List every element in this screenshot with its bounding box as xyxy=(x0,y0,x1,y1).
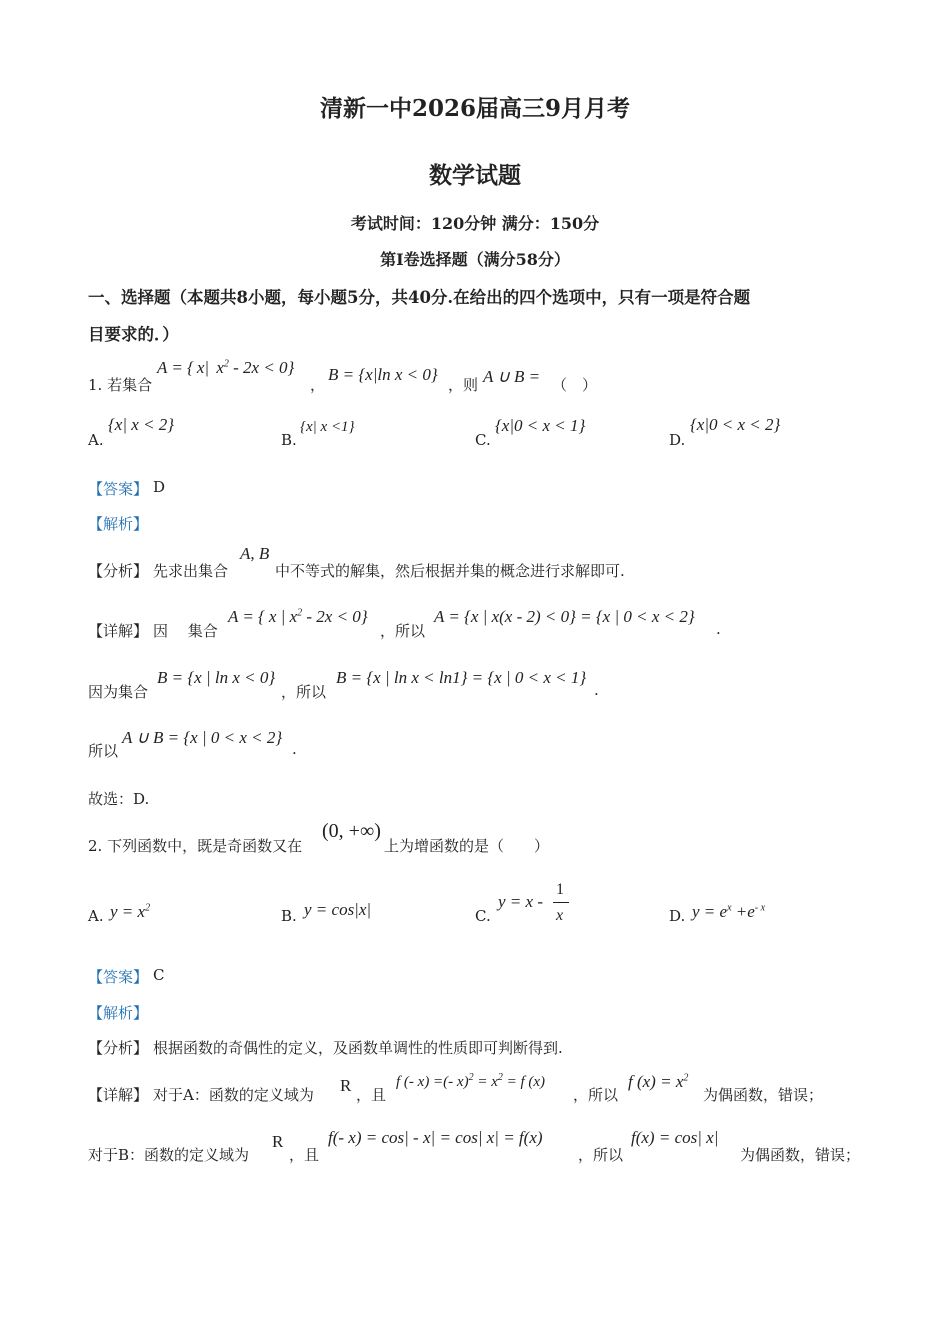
q1-fenxi-post: 中不等式的解集，然后根据并集的概念进行求解即可. xyxy=(275,562,625,580)
q1-line-b-mid: ，所以 xyxy=(281,683,327,701)
q1-detail-set-a-solved: A = {x | x(x - 2) < 0} = {x | 0 < x < 2} xyxy=(434,607,695,626)
q2-a-and: ，且 xyxy=(356,1086,387,1104)
q2-b-and: ，且 xyxy=(289,1146,320,1164)
section-instruction-line2: 目要求的．） xyxy=(88,325,179,344)
exam-title: 清新一中2026届高三9月月考 xyxy=(319,95,631,122)
q2-answer-value: C xyxy=(153,966,165,984)
q2-option-c-label: C. xyxy=(475,907,491,925)
q1-detail-mid: ，所以 xyxy=(380,622,426,640)
q1-answer-tag: 【答案】 xyxy=(88,480,149,498)
q2-option-a-label: A. xyxy=(88,907,104,925)
q1-union-expr: A ∪ B = xyxy=(483,367,541,386)
q2-b-math2: f(x) = cos| x| xyxy=(631,1128,719,1147)
q2-answer-tag: 【答案】 xyxy=(88,968,149,986)
q1-line-b-set: B = {x | ln x < 0} xyxy=(157,668,276,687)
q2-b-pre: 对于B：函数的定义域为 xyxy=(88,1146,250,1164)
q2-option-d-math: $y = e^x +e^{- x}$ xyxy=(692,902,766,921)
q2-b-math: f(- x) = cos| - x| = cos| x| = f(x) xyxy=(328,1128,543,1147)
q2-option-a-math: $y = x^2$ xyxy=(110,902,151,921)
q1-option-d-label: D. xyxy=(669,431,686,449)
q2-a-so: ，所以 xyxy=(573,1086,619,1104)
q1-answer-value: D xyxy=(153,478,166,496)
q1-line-b-solved: B = {x | ln x < ln1} = {x | 0 < x < 1} xyxy=(336,668,587,687)
q1-detail-pre: 因 集合 xyxy=(153,622,218,640)
q2-option-c-math: y = x - xyxy=(498,892,543,911)
q1-detail-set-a: A = { x | $x^2 - 2x < 0$} xyxy=(228,607,368,626)
q1-choose: 故选：D. xyxy=(88,790,150,808)
q2-option-c-numerator: 1 xyxy=(556,881,564,898)
q1-option-b-math: {x| x <1} xyxy=(300,419,355,435)
q2-stem-pre: 2. 下列函数中，既是奇函数又在 xyxy=(88,837,303,855)
q1-fenxi-pre: 先求出集合 xyxy=(153,562,229,580)
q2-b-so: ，所以 xyxy=(578,1146,624,1164)
q1-detail-end: . xyxy=(716,620,721,638)
q1-option-c-math: {x|0 < x < 1} xyxy=(495,416,586,435)
q2-a-math: f (- x) =(- $x)^2 = x^2 = f$ (x) xyxy=(396,1072,546,1090)
q1-analysis-tag: 【解析】 xyxy=(88,515,149,533)
q1-option-b-label: B. xyxy=(281,431,297,449)
q1-line-u-end: . xyxy=(292,740,297,758)
q2-domain-r-b: R xyxy=(272,1132,284,1151)
q2-fenxi-text: 根据函数的奇偶性的定义，及函数单调性的性质即可判断得到. xyxy=(153,1039,563,1057)
q2-option-b-label: B. xyxy=(281,907,297,925)
q1-comma: ， xyxy=(310,376,326,394)
q2-option-c-fraction-bar xyxy=(553,902,569,903)
q1-option-a-label: A. xyxy=(88,431,104,449)
q2-domain-r-a: R xyxy=(340,1076,352,1095)
q2-interval: (0, +∞) xyxy=(322,820,381,842)
q1-option-a-math: {x| x < 2} xyxy=(108,415,175,434)
exam-info: 考试时间：120分钟 满分：150分 xyxy=(350,214,600,233)
q2-stem-post: 上为增函数的是（ ） xyxy=(384,837,550,855)
subject-title: 数学试题 xyxy=(429,162,521,189)
q1-stem-prefix: 1. 若集合 xyxy=(88,376,153,394)
q1-line-u-pre: 所以 xyxy=(88,742,119,760)
q1-fenxi-math: A, B xyxy=(240,544,270,563)
q2-option-c-denominator: x xyxy=(556,907,564,924)
q1-answer-paren: （ ） xyxy=(552,376,598,394)
q1-then: ，则 xyxy=(448,376,479,394)
section-instruction-line1: 一、选择题（本题共8小题，每小题5分，共40分.在给出的四个选项中，只有一项是符合题 xyxy=(88,288,751,307)
q2-a-pre: 对于A：函数的定义域为 xyxy=(153,1086,314,1104)
q2-a-end: 为偶函数，错误； xyxy=(703,1086,824,1104)
q2-option-d-label: D. xyxy=(669,907,686,925)
q1-set-b: B = {x|ln x < 0} xyxy=(328,365,438,384)
q2-fenxi-tag: 【分析】 xyxy=(88,1039,149,1057)
q1-line-b-pre: 因为集合 xyxy=(88,683,149,701)
q1-option-d-math: {x|0 < x < 2} xyxy=(690,415,781,434)
q1-line-b-end: . xyxy=(594,681,599,699)
q2-a-math2: f $(x) = x^2$ xyxy=(628,1072,689,1091)
volume-title: 第I卷选择题（满分58分） xyxy=(380,250,570,269)
q2-analysis-tag: 【解析】 xyxy=(88,1004,149,1022)
q1-set-a: A = { x| $x^2 - 2x < 0$} xyxy=(157,358,295,377)
q1-line-u-math: A ∪ B = {x | 0 < x < 2} xyxy=(122,728,283,747)
q2-option-b-math: y = cos|x| xyxy=(304,900,372,919)
q1-detail-tag: 【详解】 xyxy=(88,622,149,640)
q1-fenxi-tag: 【分析】 xyxy=(88,562,149,580)
q2-b-end: 为偶函数，错误； xyxy=(740,1146,861,1164)
q2-detail-tag: 【详解】 xyxy=(88,1086,149,1104)
q1-option-c-label: C. xyxy=(475,431,491,449)
